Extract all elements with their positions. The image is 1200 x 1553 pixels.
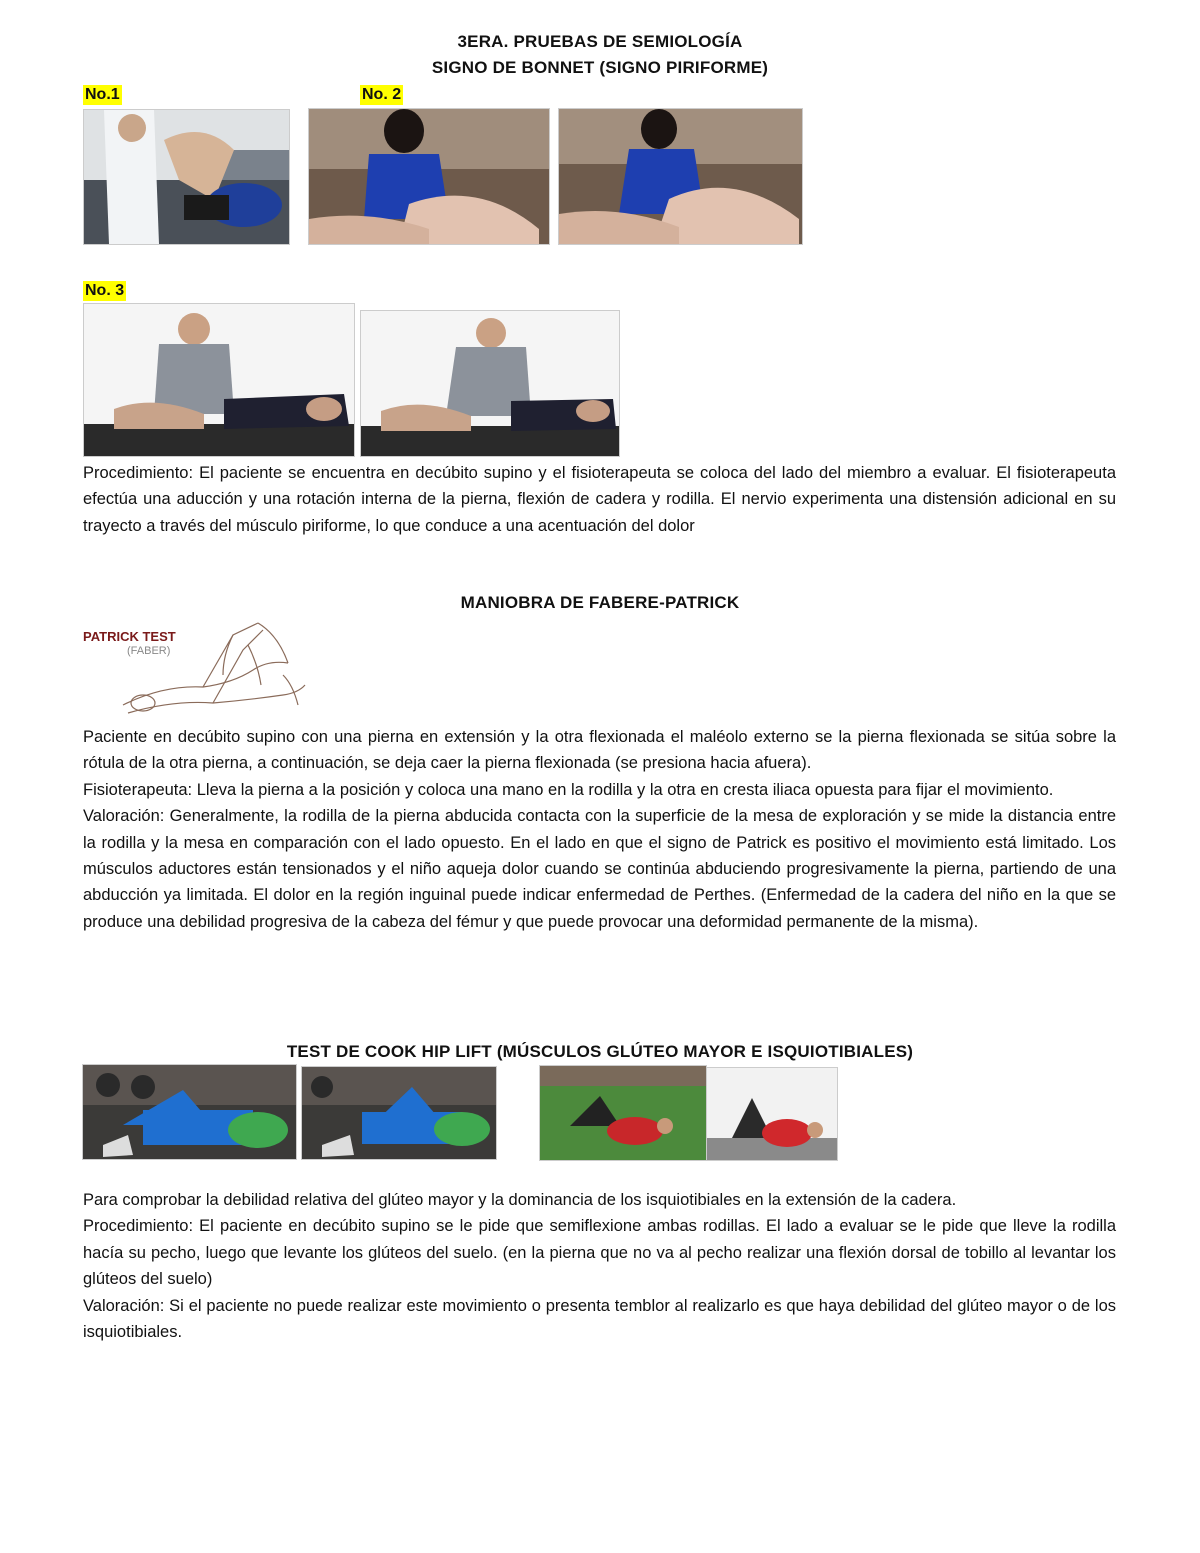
- photo-cook-3: [539, 1065, 707, 1161]
- cook-paragraph-2: Procedimiento: El paciente en decúbito supino se le pide que semiflexione ambas rodillas. El lado a evaluar se le pide que lleve la rodilla hacía su pecho, luego que levante los glúteos del suelo. (en la pierna que no va al pecho realizar una flexión dorsal de tobillo al levantar los glúteos del suelo): [83, 1217, 1116, 1289]
- photo-cook-2: [301, 1066, 497, 1160]
- photo-bonnet-2b: [558, 108, 803, 245]
- cook-paragraph-3: Valoración: Si el paciente no puede realizar este movimiento o presenta temblor al realizarlo es que haya debilidad del glúteo mayor o de los isquiotibiales.: [83, 1296, 1116, 1342]
- faber-paragraph-1: Paciente en decúbito supino con una pierna en extensión y la otra flexionada el maléolo externo se la pierna flexionada se sitúa sobre la rótula de la otra pierna, a continuación, se deja caer la pierna flexionada (se presiona hacia afuera).: [83, 728, 1116, 773]
- patrick-test-illustration: [83, 615, 309, 719]
- patrick-test-image-subtitle: (FABER): [127, 645, 171, 657]
- photo-bonnet-1: [83, 109, 290, 245]
- faber-description: [83, 724, 1116, 935]
- photo-cook-1: [82, 1064, 297, 1160]
- photo-bonnet-2a: [308, 108, 550, 245]
- patrick-test-image-title: PATRICK TEST: [83, 629, 176, 644]
- section-title-faber: MANIOBRA DE FABERE-PATRICK: [460, 593, 740, 612]
- faber-paragraph-2: Fisioterapeuta: Lleva la pierna a la posición y coloca una mano en la rodilla y la otra en cresta iliaca opuesta para fijar el movimiento.: [83, 780, 1054, 799]
- section-title-bonnet: SIGNO DE BONNET (SIGNO PIRIFORME): [431, 58, 769, 77]
- faber-paragraph-3: Valoración: Generalmente, la rodilla de la pierna abducida contacta con la superficie de la mesa de exploración y se mide la distancia entre la rodilla y la mesa en comparación con el lado opuesto. En el lado en que el signo de Patrick es positivo el movimiento está limitado. Los músculos aductores están tensionados y el niño aqueja dolor cuando se continúa abduciendo progresivamente la pierna, partiendo de una abducción ya limitada. El dolor en la región inguinal puede indicar enfermedad de Perthes. (Enfermedad de la cadera del niño en la que se produce una debilidad progresiva de la cabeza del fémur y que puede provocar una deformidad permanente de la misma).: [83, 807, 1116, 931]
- document-title: 3ERA. PRUEBAS DE SEMIOLOGÍA: [457, 32, 743, 51]
- section-title-cook: TEST DE COOK HIP LIFT (MÚSCULOS GLÚTEO MAYOR E ISQUIOTIBIALES): [286, 1042, 914, 1061]
- photo-cook-4: [706, 1067, 838, 1161]
- label-no1: No.1: [85, 86, 120, 103]
- bonnet-procedure-text: Procedimiento: El paciente se encuentra en decúbito supino y el fisioterapeuta se coloca del lado del miembro a evaluar. El fisioterapeuta efectúa una aducción y una rotación interna de la pierna, flexión de cadera y rodilla. El nervio experimenta una distensión adicional en su trayecto a través del músculo piriforme, lo que conduce a una acentuación del dolor: [83, 464, 1116, 535]
- photo-bonnet-3a: [83, 303, 355, 457]
- photo-bonnet-3b: [360, 310, 620, 457]
- label-no2: No. 2: [362, 86, 402, 103]
- cook-description: [83, 1187, 1116, 1345]
- bonnet-procedure: [83, 460, 1116, 539]
- label-no3: No. 3: [85, 282, 125, 299]
- cook-paragraph-1: Para comprobar la debilidad relativa del glúteo mayor y la dominancia de los isquiotibiales en la extensión de la cadera.: [83, 1191, 957, 1209]
